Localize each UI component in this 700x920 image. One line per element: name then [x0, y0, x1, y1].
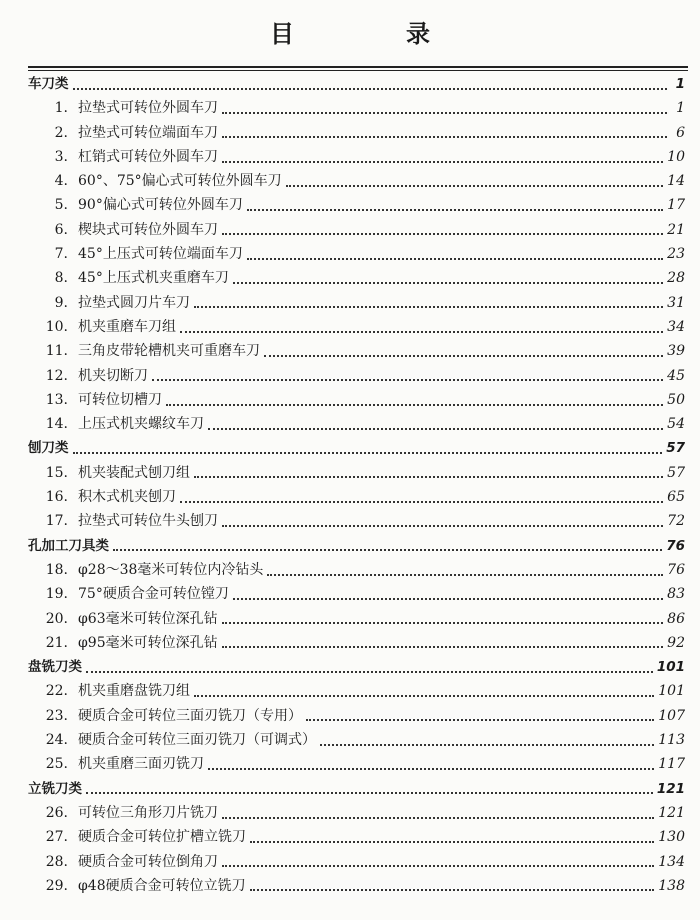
entry-number: 26. [45, 804, 68, 821]
entry-title: 机夹切断刀 [78, 367, 148, 384]
toc-entry [0, 825, 700, 849]
toc-entry [0, 558, 700, 582]
page-number: 134 [658, 853, 685, 870]
entry-title: 杠销式可转位外圆车刀 [78, 148, 218, 165]
entry-title: 拉垫式可转位外圆车刀 [78, 100, 218, 117]
entry-number: 27. [45, 829, 68, 846]
dot-leader [222, 864, 654, 867]
toc-entry [0, 412, 700, 436]
page-number: 21 [667, 221, 685, 238]
page-number: 23 [667, 246, 685, 263]
toc-entry [0, 509, 700, 533]
title-rule-thin [28, 70, 688, 71]
dot-leader [264, 354, 663, 357]
page-number: 34 [667, 318, 685, 335]
entry-number: 9. [54, 294, 68, 311]
toc-section-heading [0, 436, 700, 460]
page-number: 76 [667, 561, 685, 578]
entry-number: 1. [54, 100, 68, 117]
dot-leader [233, 281, 663, 284]
entry-number: 19. [45, 586, 68, 603]
toc-entry [0, 728, 700, 752]
toc-entry [0, 704, 700, 728]
entry-title: φ95毫米可转位深孔钻 [78, 634, 218, 651]
entry-number: 25. [45, 756, 68, 773]
dot-leader [306, 718, 654, 721]
entry-title: 机夹重磨车刀组 [78, 318, 176, 335]
page-number: 92 [667, 634, 685, 651]
page-number: 57 [666, 440, 685, 457]
section-title: 孔加工刀具类 [28, 537, 109, 554]
toc-entry [0, 679, 700, 703]
dot-leader [250, 840, 654, 843]
dot-leader [222, 524, 663, 527]
entry-title: 楔块式可转位外圆车刀 [78, 221, 218, 238]
entry-title: 45°上压式可转位端面车刀 [78, 246, 243, 263]
entry-title: 硬质合金可转位三面刃铣刀（专用） [78, 707, 302, 724]
toc-section-heading [0, 72, 700, 96]
entry-number: 22. [45, 683, 68, 700]
page-number: 54 [667, 416, 685, 433]
toc-entry [0, 631, 700, 655]
entry-title: φ28～38毫米可转位内冷钻头 [78, 561, 264, 578]
toc-entry [0, 121, 700, 145]
entry-title: 45°上压式机夹重磨车刀 [78, 270, 229, 287]
entry-number: 16. [45, 489, 68, 506]
section-title: 车刀类 [28, 76, 69, 92]
dot-leader [247, 257, 663, 260]
page-number: 138 [658, 877, 685, 894]
entry-number: 4. [54, 173, 68, 190]
dot-leader [250, 888, 655, 891]
toc-section-heading [0, 534, 700, 558]
entry-title: 机夹装配式刨刀组 [78, 464, 190, 481]
entry-title: 拉垫式可转位牛头刨刀 [78, 513, 218, 530]
page-number: 101 [656, 659, 685, 676]
toc-section-heading [0, 655, 700, 679]
toc-entry [0, 850, 700, 874]
page-number: 10 [667, 148, 685, 165]
page-number: 107 [658, 707, 685, 724]
entry-title: 积木式机夹刨刀 [78, 489, 176, 506]
page-number: 113 [658, 732, 685, 749]
dot-leader [222, 111, 667, 114]
entry-number: 8. [54, 270, 68, 287]
entry-number: 20. [45, 610, 68, 627]
entry-title: 硬质合金可转位扩槽立铣刀 [78, 829, 246, 846]
toc-entry [0, 145, 700, 169]
toc-section-heading [0, 777, 700, 801]
page-number: 1 [675, 76, 685, 92]
toc-entry [0, 266, 700, 290]
dot-leader [73, 451, 663, 454]
toc-entry [0, 485, 700, 509]
section-title: 刨刀类 [28, 440, 69, 457]
toc-entry [0, 874, 700, 898]
entry-title: 上压式机夹螺纹车刀 [78, 416, 204, 433]
entry-number: 28. [45, 853, 68, 870]
toc-entry [0, 193, 700, 217]
page-number: 14 [667, 173, 685, 190]
entry-number: 3. [54, 148, 68, 165]
section-title: 盘铣刀类 [28, 659, 82, 676]
page-number: 117 [658, 756, 685, 773]
dot-leader [194, 694, 654, 697]
entry-number: 15. [45, 464, 68, 481]
dot-leader [222, 621, 664, 624]
section-title: 立铣刀类 [28, 780, 82, 797]
toc-entry [0, 96, 700, 120]
entry-title: 60°、75°偏心式可转位外圆车刀 [78, 173, 282, 190]
toc-entry [0, 218, 700, 242]
page-number: 28 [667, 270, 685, 287]
entry-title: 拉垫式可转位端面车刀 [78, 124, 218, 141]
toc-entry [0, 801, 700, 825]
dot-leader [194, 305, 663, 308]
entry-number: 24. [45, 732, 68, 749]
entry-number: 18. [45, 561, 68, 578]
dot-leader [113, 548, 662, 551]
dot-leader [208, 767, 654, 770]
toc-entry [0, 315, 700, 339]
page-number: 57 [667, 464, 685, 481]
page-number: 86 [667, 610, 685, 627]
dot-leader [267, 573, 663, 576]
table-of-contents [0, 72, 700, 898]
page-number: 31 [667, 294, 685, 311]
entry-title: 硬质合金可转位倒角刀 [78, 853, 218, 870]
dot-leader [86, 670, 653, 673]
dot-leader [73, 87, 668, 90]
dot-leader [194, 475, 663, 478]
page-number: 83 [667, 586, 685, 603]
entry-title: φ48硬质合金可转位立铣刀 [78, 877, 246, 894]
entry-number: 2. [54, 124, 68, 141]
entry-number: 5. [54, 197, 68, 214]
toc-entry [0, 388, 700, 412]
page-number: 65 [667, 489, 685, 506]
entry-title: 三角皮带轮槽机夹可重磨车刀 [78, 343, 260, 360]
dot-leader [222, 135, 667, 138]
dot-leader [286, 184, 664, 187]
toc-entry [0, 461, 700, 485]
entry-number: 21. [45, 634, 68, 651]
entry-number: 17. [45, 513, 68, 530]
dot-leader [180, 330, 663, 333]
dot-leader [166, 403, 663, 406]
page-number: 45 [667, 367, 685, 384]
dot-leader [208, 427, 663, 430]
entry-number: 7. [54, 246, 68, 263]
entry-title: 可转位切槽刀 [78, 391, 162, 408]
dot-leader [86, 791, 653, 794]
entry-number: 12. [45, 367, 68, 384]
entry-number: 23. [45, 707, 68, 724]
page-title: 目 录 [270, 20, 474, 48]
page-number: 39 [667, 343, 685, 360]
page-number: 130 [658, 829, 685, 846]
page-number: 6 [676, 124, 685, 141]
dot-leader [247, 208, 663, 211]
toc-entry [0, 291, 700, 315]
entry-number: 10. [45, 318, 68, 335]
page-number: 121 [658, 804, 685, 821]
entry-title: 可转位三角形刀片铣刀 [78, 804, 218, 821]
entry-title: 机夹重磨盘铣刀组 [78, 683, 190, 700]
dot-leader [320, 743, 654, 746]
entry-title: φ63毫米可转位深孔钻 [78, 610, 218, 627]
entry-title: 90°偏心式可转位外圆车刀 [78, 197, 243, 214]
toc-entry [0, 339, 700, 363]
entry-number: 14. [45, 416, 68, 433]
title-rule-thick [28, 66, 688, 68]
page-number: 1 [676, 100, 685, 117]
toc-entry [0, 582, 700, 606]
page-number: 121 [656, 780, 685, 797]
entry-number: 11. [45, 343, 68, 360]
toc-entry [0, 607, 700, 631]
dot-leader [233, 597, 663, 600]
page-number: 101 [658, 683, 685, 700]
toc-entry [0, 364, 700, 388]
entry-title: 机夹重磨三面刃铣刀 [78, 756, 204, 773]
page-number: 50 [667, 391, 685, 408]
page-number: 72 [667, 513, 685, 530]
entry-title: 75°硬质合金可转位镗刀 [78, 586, 229, 603]
entry-number: 29. [45, 877, 68, 894]
page-number: 17 [667, 197, 685, 214]
toc-entry [0, 242, 700, 266]
dot-leader [152, 378, 663, 381]
dot-leader [222, 816, 654, 819]
entry-title: 硬质合金可转位三面刃铣刀（可调式） [78, 732, 316, 749]
dot-leader [222, 232, 663, 235]
entry-number: 6. [54, 221, 68, 238]
dot-leader [222, 645, 664, 648]
dot-leader [222, 160, 663, 163]
entry-title: 拉垫式圆刀片车刀 [78, 294, 190, 311]
page-number: 76 [666, 537, 685, 554]
toc-entry [0, 752, 700, 776]
entry-number: 13. [45, 391, 68, 408]
toc-entry [0, 169, 700, 193]
dot-leader [180, 500, 663, 503]
